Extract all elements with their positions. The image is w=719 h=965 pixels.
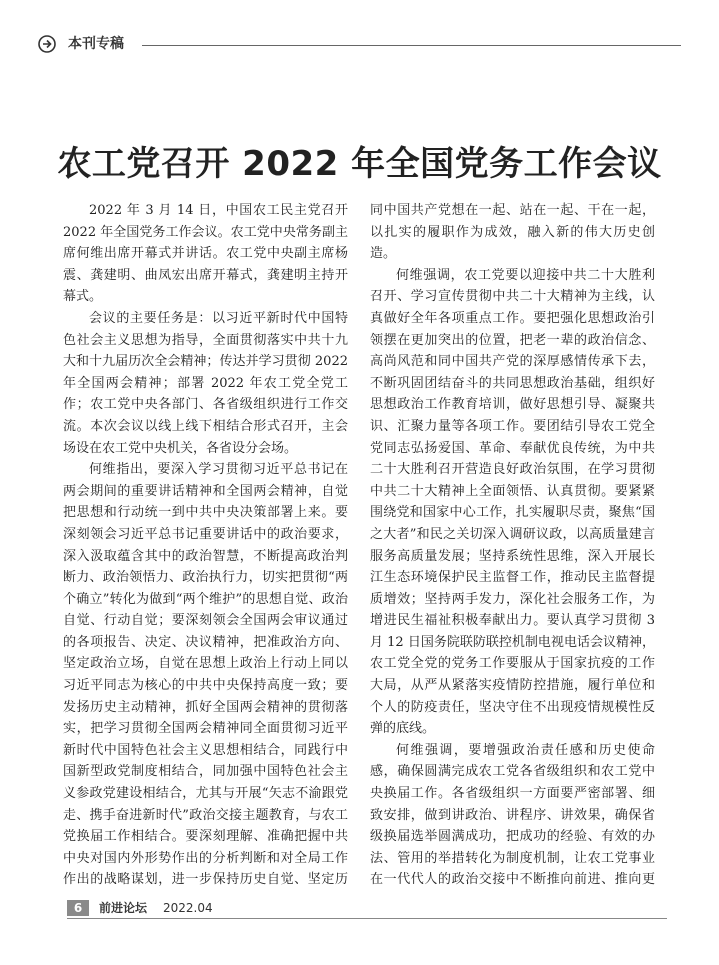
section-label: 本刊专稿 bbox=[68, 36, 124, 52]
paragraph: 会议的主要任务是：以习近平新时代中国特色社会主义思想为指导，全面贯彻落实中共十九大和十九届历次全会精神；传达并学习贯彻 2022 年全国两会精神；部署 2022 年农工党全党工作；农工党中央各部门、各省级组织进行工作交流。本次会议以线上线下相结合形式召开，主会场设在农工党中央机关，各省设分会场。 bbox=[63, 310, 348, 456]
paragraph: 何维强调，农工党要以迎接中共二十大胜利召开、学习宣传贯彻中共二十大精神为主线，认真做好全年各项重点工作。要把强化思想政治引领摆在更加突出的位置，把老一辈的政治信念、高尚风范和同中国共产党的深厚感情传承下去，不断巩固团结奋斗的共同思想政治基础，组织好思想政治工作教育培训，做好思想引导、凝聚共识、汇聚力量等各项工作。要团结引导农工党全党同志弘扬爱国、革命、奉献优良传统，为中共二十大胜利召开营造良好政治氛围，在学习贯彻中共二十大精神上全面领悟、认真贯彻。要紧紧围绕党和国家中心工作，扎实履职尽责，聚焦“国之大者”和民之关切深入调研议政，以高质量建言服务高质量发展；坚持系统性思维，深入开展长江生态环境保护民主监督工作，推动民主监督提质增效；坚持两手发力，深化社会服务工作，为增进民生福祉积极奉献出力。要认真学习贯彻 3 月 12 日国务院联防联控机制电视电话会议精神，农工党全党的党务工作要服从于国家抗疫的工作大局，从严从紧落实疫情防控措施，履行单位和个人的防疫责任，坚决守住不出现疫情规模性反弹的底线。 bbox=[370, 267, 655, 737]
issue-number: 2022.04 bbox=[163, 901, 213, 915]
paragraph-continuation: 同中国共产党想在一起、站在一起、干在一起，以扎实的履职作为成效，融入新的伟大历史创造。 bbox=[370, 203, 655, 262]
journal-name: 前进论坛 bbox=[99, 901, 148, 915]
page-number: 6 bbox=[67, 900, 89, 916]
page-footer bbox=[67, 900, 667, 920]
paragraph: 何维指出，要深入学习贯彻习近平总书记在两会期间的重要讲话精神和全国两会精神，自觉把思想和行动统一到中共中央决策部署上来。要深刻领会习近平总书记重要讲话中的政治要求，深入汲取蕴含其中的政治智慧，不断提高政治判断力、政治领悟力、政治执行力，切实把贯彻“两个确立”转化为做到“两个维护”的思想自觉、政治自觉、行动自觉；要深刻领会全国两会审议通过的各项报告、决定、决议精神，把准政治方向、坚定政治立场，自觉在思想上政治上行动上同以习近平同志为核心的中共中央保持高度一致；要发扬历史主动精神，抓好全国两会精神的贯彻落实，把学习贯彻全国两会精神同全面贯彻习近平新时代中国特色社会主义思想相结合，同践行中国新型政党制度相结合，同加强中国特色社会主义参政党建设相结合，尤其与开展“矢志不渝跟党走、携手奋进新时代”政治交接主题教育，与农工党换届工作相结合。要深刻理解、准确把握中共中央对国内外形势作出的分析判断和对全局工作作出的战略谋划，进一步保持历史自觉、坚定历 bbox=[63, 462, 348, 888]
article-title: 农工党召开 2022 年全国党务工作会议 bbox=[57, 144, 662, 184]
right-column bbox=[370, 200, 655, 890]
paragraph: 2022 年 3 月 14 日，中国农工民主党召开 2022 年全国党务工作会议。农工党中央常务副主席何维出席开幕式并讲话。农工党中央副主席杨震、龚建明、曲凤宏出席开幕式，龚建明主持开幕式。 bbox=[63, 203, 348, 305]
paragraph: 何维强调，要增强政治责任感和历史使命感，确保圆满完成农工党各省级组织和农工党中央换届工作。各省级组织一方面要严密部署、细致安排，做到讲政治、讲程序、讲效果，确保省级换届选举圆满成功，把成功的经验、有效的办法、管用的举措转化为制度机制，让农工党事业在一代代人的政治交接中不断推向前进、推向更 bbox=[370, 742, 655, 888]
left-column bbox=[63, 200, 348, 890]
header-rule bbox=[142, 45, 681, 46]
arrow-circle-icon bbox=[38, 35, 56, 53]
footer-rule bbox=[67, 918, 667, 919]
page-header bbox=[38, 34, 681, 58]
article-body bbox=[63, 200, 655, 890]
